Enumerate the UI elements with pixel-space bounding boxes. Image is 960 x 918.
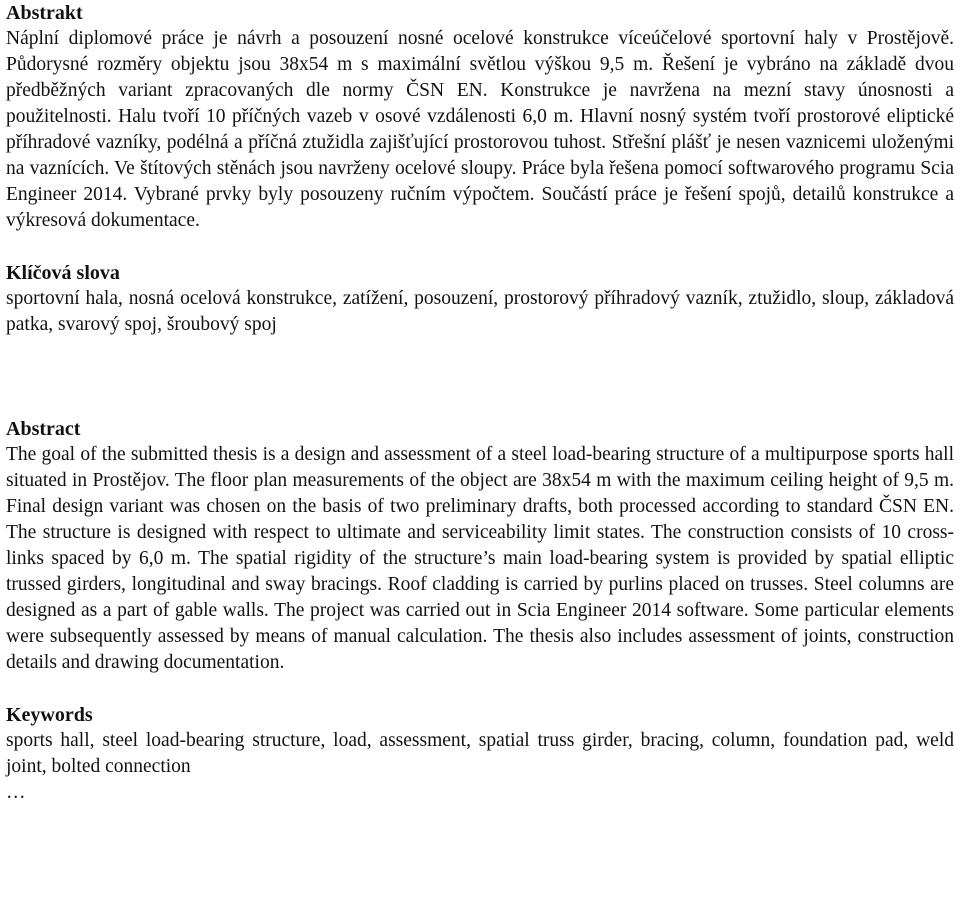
abstrakt-text: Náplní diplomové práce je návrh a posouzení nosné ocelové konstrukce víceúčelové sportovní haly v Prostějově. Půdorysné rozměry objektu jsou 38x54 m s maximální světlou výškou 9,5 m. Řešení je vybráno na základě dvou předběžných variant zpracovaných dle normy ČSN EN. Konstrukce je navržena na mezní stavy únosnosti a použitelnosti. Halu tvoří 10 příčných vazeb v osové vzdálenosti 6,0 m. Hlavní nosný systém tvoří prostorové eliptické příhradové vazníky, podélná a příčná ztužidla zajišťující prostorovou tuhost. Střešní plášť je nesen vaznicemi uloženými na vaznících. Ve štítových stěnách jsou navrženy ocelové sloupy. Práce byla řešena pomocí softwarového programu Scia Engineer 2014. Vybrané prvky byly posouzeny ručním výpočtem. Součástí práce je řešení spojů, detailů konstrukce a výkresová dokumentace. (6, 28, 954, 231)
keywords-section (6, 702, 954, 780)
abstract-heading: Abstract (6, 418, 81, 440)
abstrakt-section (6, 0, 954, 234)
abstract-text: The goal of the submitted thesis is a design and assessment of a steel load-bearing structure of a multipurpose sports hall situated in Prostějov. The floor plan measurements of the object are 38x54 m with the maximum ceiling height of 9,5 m. Final design variant was chosen on the basis of two preliminary drafts, both processed according to standard ČSN EN. The structure is designed with respect to ultimate and serviceability limit states. The construction consists of 10 cross-links spaced by 6,0 m. The spatial rigidity of the structure’s main load-bearing system is provided by spatial elliptic trussed girders, longitudinal and sway bracings. Roof cladding is carried by purlins placed on trusses. Steel columns are designed as a part of gable walls. The project was carried out in Scia Engineer 2014 software. Some particular elements were subsequently assessed by means of manual calculation. The thesis also includes assessment of joints, construction details and drawing documentation. (6, 444, 954, 673)
klicova-slova-section (6, 260, 954, 338)
abstrakt-heading: Abstrakt (6, 2, 83, 24)
keywords-heading: Keywords (6, 704, 93, 726)
klicova-slova-text: sportovní hala, nosná ocelová konstrukce, zatížení, posouzení, prostorový příhradový vazník, ztužidlo, sloup, základová patka, svarový spoj, šroubový spoj (6, 288, 954, 335)
ellipsis-marker: … (6, 782, 26, 803)
klicova-slova-heading: Klíčová slova (6, 262, 120, 284)
keywords-text: sports hall, steel load-bearing structure, load, assessment, spatial truss girder, bracing, column, foundation pad, weld joint, bolted connection (6, 730, 954, 777)
abstract-section (6, 416, 954, 676)
